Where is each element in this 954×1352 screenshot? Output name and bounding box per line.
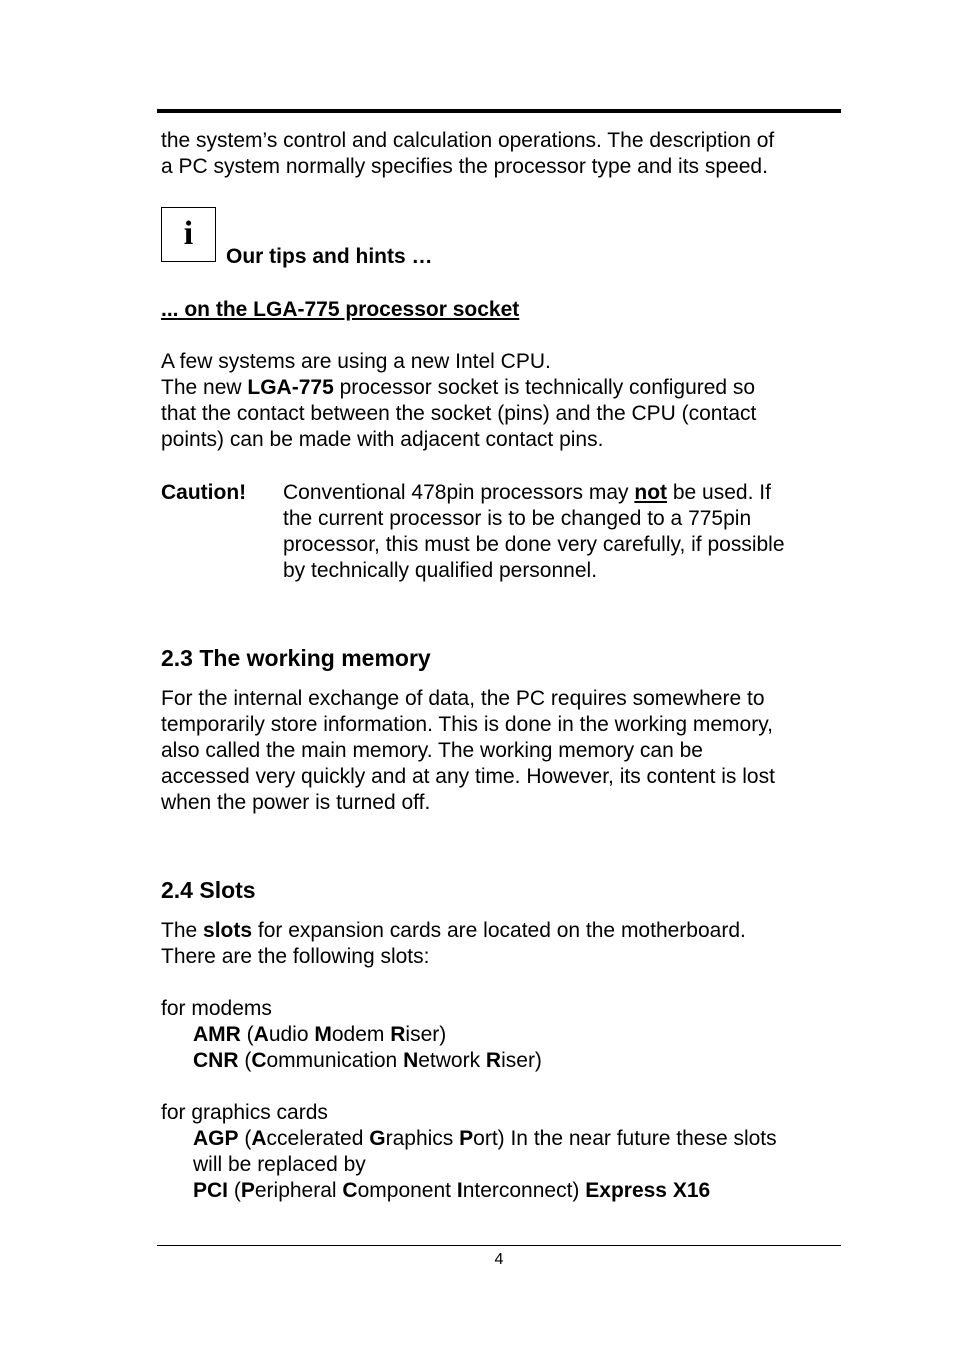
lga-line: that the contact between the socket (pins) and the CPU (contact (161, 402, 757, 425)
list-item-agp-continued: will be replaced by (193, 1153, 366, 1176)
lga-line: The new LGA-775 processor socket is technically configured so (161, 376, 756, 399)
modem-slots-list (161, 996, 841, 1074)
slots-term: slots (203, 919, 253, 942)
list-item-agp: AGP (Accelerated Graphics Port) In the near future these slots (193, 1127, 777, 1150)
lga-line: points) can be made with adjacent contact pins. (161, 428, 604, 451)
caution-line: by technically qualified personnel. (283, 559, 598, 582)
memory-line: accessed very quickly and at any time. However, its content is lost (161, 765, 775, 788)
caution-text (283, 480, 843, 584)
section-heading-working-memory: 2.3 The working memory (161, 645, 431, 671)
tips-title: Our tips and hints … (226, 245, 433, 268)
caution-line: processor, this must be done very carefully, if possible (283, 533, 785, 556)
list-item-amr: AMR (Audio Modem Riser) (193, 1023, 447, 1046)
header-rule (157, 109, 841, 113)
list-item-cnr: CNR (Communication Network Riser) (193, 1049, 542, 1072)
section-heading-slots: 2.4 Slots (161, 877, 256, 903)
tips-subtitle: ... on the LGA-775 processor socket (161, 298, 520, 321)
memory-line: For the internal exchange of data, the PC requires somewhere to (161, 687, 765, 710)
intro-paragraph (161, 128, 841, 180)
not-emphasis: not (634, 481, 668, 504)
caution-line: the current processor is to be changed to a 775pin (283, 507, 752, 530)
lga-line: A few systems are using a new Intel CPU. (161, 350, 551, 373)
footer-rule (157, 1245, 841, 1246)
lga-paragraph (161, 349, 841, 453)
memory-line: when the power is turned off. (161, 791, 431, 814)
lga-775-term: LGA-775 (247, 376, 334, 399)
intro-line: a PC system normally specifies the processor type and its speed. (161, 155, 768, 178)
memory-paragraph (161, 686, 841, 816)
info-icon (161, 207, 216, 262)
caution-label: Caution! (161, 481, 247, 504)
caution-line: Conventional 478pin processors may not be used. If (283, 481, 771, 504)
memory-line: temporarily store information. This is done in the working memory, (161, 713, 773, 736)
page-number: 4 (494, 1251, 504, 1268)
list-label: for modems (161, 997, 272, 1020)
list-label: for graphics cards (161, 1101, 328, 1124)
slots-line: The slots for expansion cards are located on the motherboard. (161, 919, 746, 942)
list-item-pci: PCI (Peripheral Component Interconnect) Express X16 (193, 1179, 711, 1202)
slots-paragraph (161, 918, 841, 970)
intro-line: the system’s control and calculation operations. The description of (161, 129, 775, 152)
memory-line: also called the main memory. The working memory can be (161, 739, 703, 762)
info-icon-letter: i (183, 215, 194, 252)
slots-line: There are the following slots: (161, 945, 430, 968)
graphics-slots-list (161, 1100, 841, 1204)
